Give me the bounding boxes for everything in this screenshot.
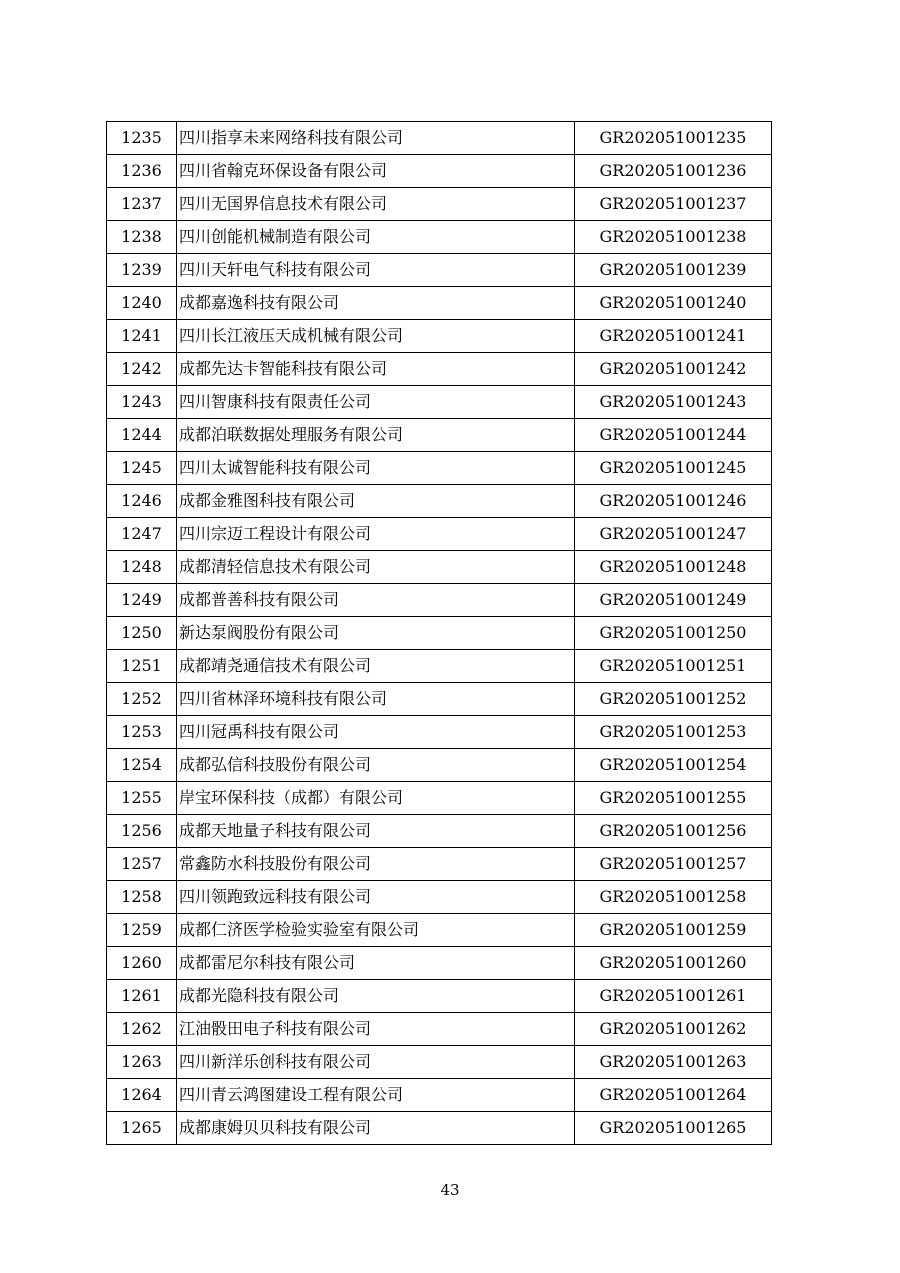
table-row [107,1079,772,1112]
table-row [107,551,772,584]
company-name-cell: 四川青云鸿图建设工程有限公司 [177,1079,575,1112]
table-row [107,1013,772,1046]
certificate-code-cell: GR202051001235 [575,122,772,155]
certificate-code-cell: GR202051001236 [575,155,772,188]
table-row [107,815,772,848]
row-number-cell: 1240 [107,287,177,320]
table-row [107,782,772,815]
company-name-cell: 成都弘信科技股份有限公司 [177,749,575,782]
table-row [107,386,772,419]
certificate-code-cell: GR202051001246 [575,485,772,518]
row-number-cell: 1252 [107,683,177,716]
certificate-code-cell: GR202051001242 [575,353,772,386]
certificate-code-cell: GR202051001237 [575,188,772,221]
table-row [107,221,772,254]
table-body [107,122,772,1145]
company-name-cell: 四川长江液压天成机械有限公司 [177,320,575,353]
certificate-code-cell: GR202051001254 [575,749,772,782]
row-number-cell: 1255 [107,782,177,815]
company-name-cell: 四川宗迈工程设计有限公司 [177,518,575,551]
company-name-cell: 江油骰田电子科技有限公司 [177,1013,575,1046]
table-row [107,881,772,914]
company-name-cell: 成都清轻信息技术有限公司 [177,551,575,584]
row-number-cell: 1263 [107,1046,177,1079]
certificate-code-cell: GR202051001253 [575,716,772,749]
certificate-code-cell: GR202051001261 [575,980,772,1013]
certificate-code-cell: GR202051001259 [575,914,772,947]
row-number-cell: 1236 [107,155,177,188]
table-row [107,650,772,683]
certificate-code-cell: GR202051001241 [575,320,772,353]
row-number-cell: 1254 [107,749,177,782]
certificate-code-cell: GR202051001263 [575,1046,772,1079]
certificate-code-cell: GR202051001262 [575,1013,772,1046]
certificate-code-cell: GR202051001240 [575,287,772,320]
table-row [107,617,772,650]
row-number-cell: 1253 [107,716,177,749]
table-row [107,716,772,749]
row-number-cell: 1238 [107,221,177,254]
row-number-cell: 1249 [107,584,177,617]
row-number-cell: 1239 [107,254,177,287]
certificate-code-cell: GR202051001257 [575,848,772,881]
table-row [107,914,772,947]
row-number-cell: 1265 [107,1112,177,1145]
company-name-cell: 成都仁济医学检验实验室有限公司 [177,914,575,947]
company-name-cell: 四川创能机械制造有限公司 [177,221,575,254]
certificate-code-cell: GR202051001260 [575,947,772,980]
table-row [107,485,772,518]
certificate-code-cell: GR202051001264 [575,1079,772,1112]
company-table [106,121,772,1145]
certificate-code-cell: GR202051001256 [575,815,772,848]
company-name-cell: 成都光隐科技有限公司 [177,980,575,1013]
company-name-cell: 四川省林泽环境科技有限公司 [177,683,575,716]
row-number-cell: 1250 [107,617,177,650]
company-name-cell: 成都普善科技有限公司 [177,584,575,617]
company-name-cell: 四川领跑致远科技有限公司 [177,881,575,914]
table-row [107,980,772,1013]
row-number-cell: 1243 [107,386,177,419]
company-name-cell: 成都泊联数据处理服务有限公司 [177,419,575,452]
table-row [107,584,772,617]
row-number-cell: 1258 [107,881,177,914]
certificate-code-cell: GR202051001238 [575,221,772,254]
company-name-cell: 四川指享未来网络科技有限公司 [177,122,575,155]
table-row [107,254,772,287]
row-number-cell: 1235 [107,122,177,155]
company-name-cell: 四川冠禹科技有限公司 [177,716,575,749]
company-name-cell: 成都雷尼尔科技有限公司 [177,947,575,980]
certificate-code-cell: GR202051001252 [575,683,772,716]
table-row [107,353,772,386]
table-row [107,1046,772,1079]
company-name-cell: 成都康姆贝贝科技有限公司 [177,1112,575,1145]
row-number-cell: 1242 [107,353,177,386]
row-number-cell: 1259 [107,914,177,947]
company-name-cell: 四川无国界信息技术有限公司 [177,188,575,221]
table-row [107,848,772,881]
company-name-cell: 四川天轩电气科技有限公司 [177,254,575,287]
company-name-cell: 成都天地量子科技有限公司 [177,815,575,848]
company-name-cell: 成都靖尧通信技术有限公司 [177,650,575,683]
table-row [107,188,772,221]
company-name-cell: 四川新洋乐创科技有限公司 [177,1046,575,1079]
row-number-cell: 1244 [107,419,177,452]
row-number-cell: 1245 [107,452,177,485]
row-number-cell: 1241 [107,320,177,353]
company-name-cell: 四川太诚智能科技有限公司 [177,452,575,485]
table-row [107,1112,772,1145]
row-number-cell: 1251 [107,650,177,683]
table-row [107,452,772,485]
certificate-code-cell: GR202051001248 [575,551,772,584]
company-name-cell: 成都嘉逸科技有限公司 [177,287,575,320]
company-name-cell: 四川智康科技有限责任公司 [177,386,575,419]
table-row [107,320,772,353]
table-row [107,287,772,320]
certificate-code-cell: GR202051001255 [575,782,772,815]
row-number-cell: 1257 [107,848,177,881]
table-row [107,122,772,155]
row-number-cell: 1264 [107,1079,177,1112]
certificate-code-cell: GR202051001265 [575,1112,772,1145]
table-row [107,947,772,980]
table-row [107,419,772,452]
certificate-code-cell: GR202051001249 [575,584,772,617]
row-number-cell: 1246 [107,485,177,518]
certificate-code-cell: GR202051001245 [575,452,772,485]
company-name-cell: 常鑫防水科技股份有限公司 [177,848,575,881]
row-number-cell: 1262 [107,1013,177,1046]
row-number-cell: 1261 [107,980,177,1013]
company-name-cell: 新达泵阀股份有限公司 [177,617,575,650]
row-number-cell: 1260 [107,947,177,980]
certificate-code-cell: GR202051001239 [575,254,772,287]
table-row [107,518,772,551]
row-number-cell: 1247 [107,518,177,551]
table-row [107,155,772,188]
row-number-cell: 1248 [107,551,177,584]
certificate-code-cell: GR202051001258 [575,881,772,914]
company-name-cell: 岸宝环保科技（成都）有限公司 [177,782,575,815]
company-name-cell: 成都金雅图科技有限公司 [177,485,575,518]
row-number-cell: 1256 [107,815,177,848]
certificate-code-cell: GR202051001250 [575,617,772,650]
table-row [107,749,772,782]
row-number-cell: 1237 [107,188,177,221]
certificate-code-cell: GR202051001243 [575,386,772,419]
certificate-code-cell: GR202051001251 [575,650,772,683]
company-name-cell: 四川省翰克环保设备有限公司 [177,155,575,188]
certificate-code-cell: GR202051001244 [575,419,772,452]
certificate-code-cell: GR202051001247 [575,518,772,551]
company-name-cell: 成都先达卡智能科技有限公司 [177,353,575,386]
table-row [107,683,772,716]
page-number: 43 [440,1181,460,1199]
